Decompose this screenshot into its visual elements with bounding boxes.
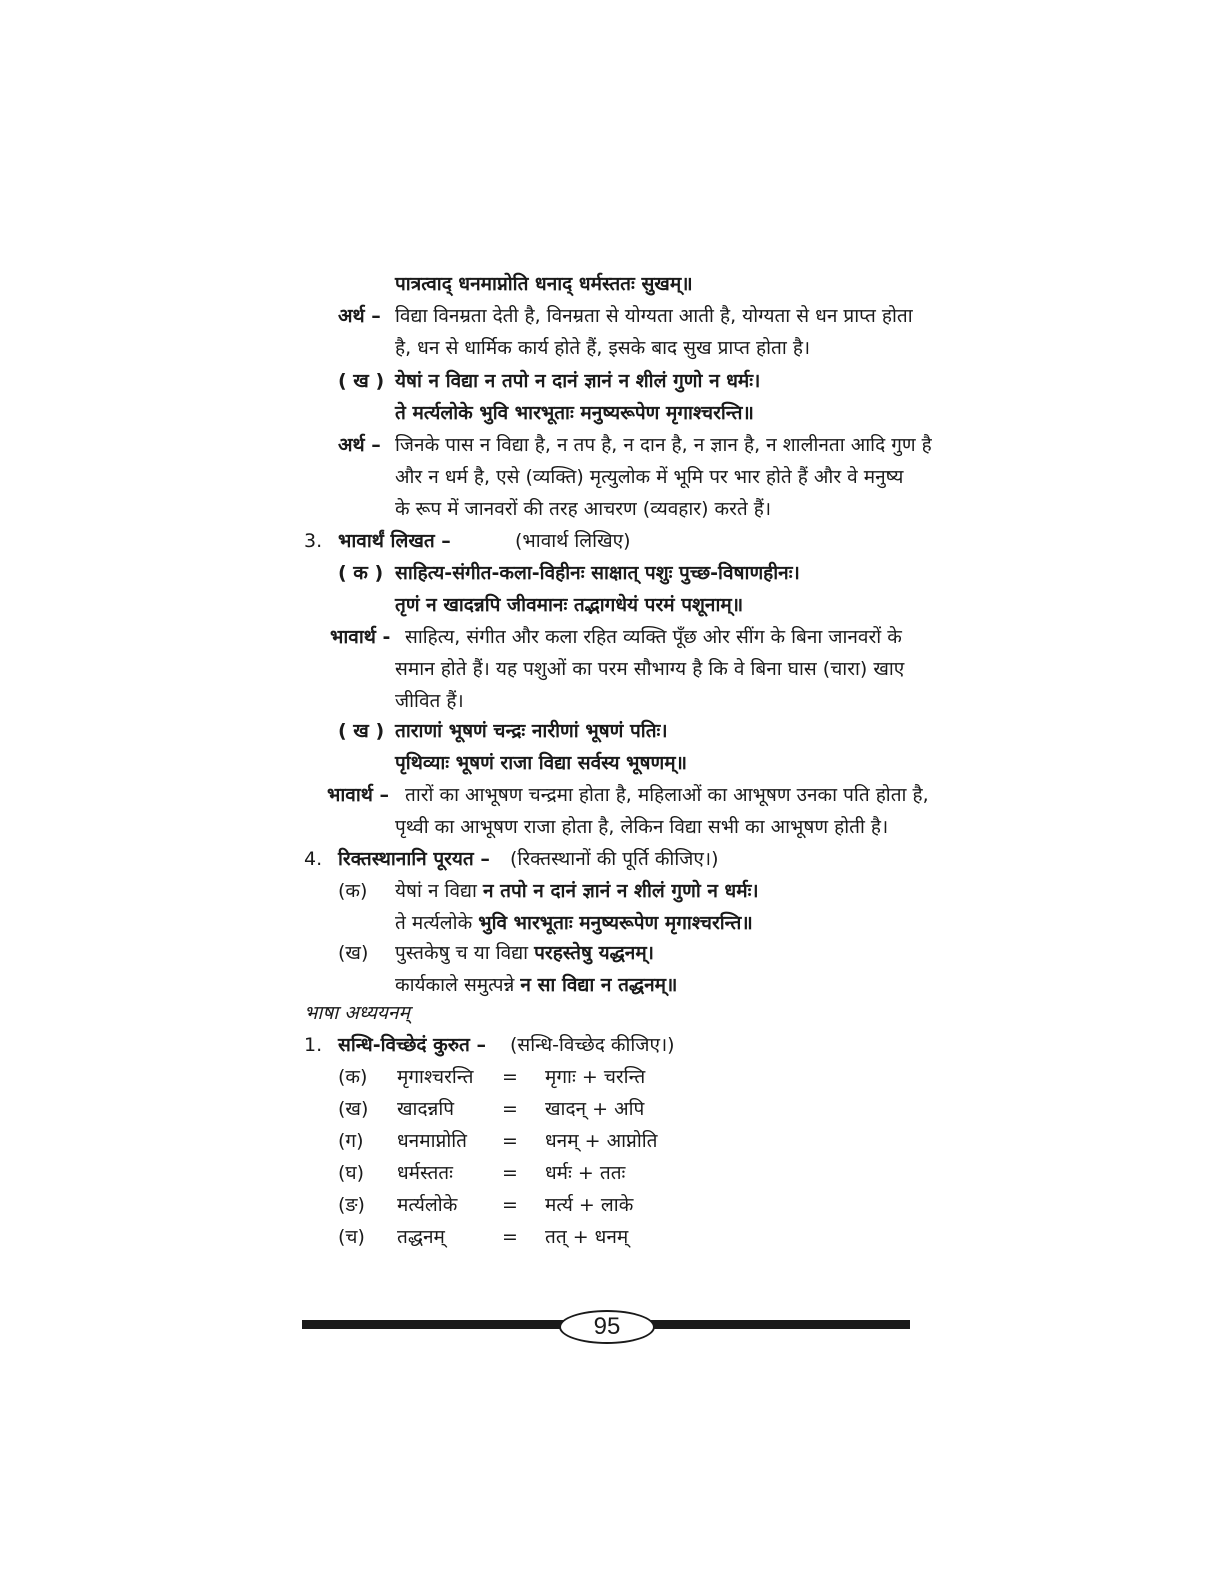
bhasha-adhyayanam-heading: भाषा अध्ययनम् (304, 1002, 410, 1024)
sandhi-row-equals: = (502, 1194, 518, 1216)
section-4-kha-label: (ख) (338, 942, 369, 964)
sandhi-number: 1. (304, 1034, 323, 1056)
artha-1-line-1: विद्या विनम्रता देती है, विनम्रता से योग्यता आती है, योग्यता से धन प्राप्त होता (395, 305, 913, 327)
verse-kha-line-2: ते मर्त्यलोके भुवि भारभूताः मनुष्यरूपेण मृगाश्चरन्ति॥ (395, 402, 754, 424)
bhavartha-1-line-1: साहित्य, संगीत और कला रहित व्यक्ति पूँछ ओर सींग के बिना जानवरों के (405, 626, 902, 648)
section-3-subheading: (भावार्थ लिखिए) (515, 530, 631, 552)
artha-2-line-2: और न धर्म है, एसे (व्यक्ति) मृत्युलोक में भूमि पर भार होते हैं और वे मनुष्य (395, 466, 904, 488)
verse-ka-line-2: पात्रत्वाद् धनमाप्नोति धनाद् धर्मस्ततः सुखम्॥ (395, 273, 693, 295)
bhavartha-1-label: भावार्थ - (330, 626, 391, 648)
bhavartha-2-label: भावार्थ – (327, 784, 390, 806)
sandhi-row-label: (क) (338, 1066, 368, 1088)
section-4-kha-line-1 (395, 937, 654, 969)
sandhi-row-equals: = (502, 1098, 518, 1120)
section-4-ka-label: (क) (338, 880, 368, 902)
artha-2-line-3: के रूप में जानवरों की तरह आचरण (व्यवहार) करते हैं। (395, 498, 772, 520)
sandhi-row-split: तत् + धनम् (545, 1226, 629, 1248)
sandhi-row-split: खादन् + अपि (545, 1098, 645, 1120)
section-3-number: 3. (304, 530, 323, 552)
sandhi-row-word: मर्त्यलोके (397, 1194, 458, 1216)
section-4-ka-line-2 (395, 907, 753, 939)
ka-line-2-given: ते मर्त्यलोके (395, 912, 473, 934)
ka-line-1-given: येषां न विद्या (395, 880, 477, 902)
sandhi-row-label: (ङ) (338, 1194, 365, 1216)
sandhi-row-equals: = (502, 1162, 518, 1184)
kha-line-2-given: कार्यकाले समुत्पन्ने (395, 974, 515, 996)
bhavartha-2-line-1: तारों का आभूषण चन्द्रमा होता है, महिलाओं का आभूषण उनका पति होता है, (405, 784, 929, 806)
bhavartha-1-line-3: जीवित हैं। (395, 690, 464, 712)
ka-line-1-answer: न तपो न दानं ज्ञानं न शीलं गुणो न धर्मः। (482, 880, 759, 902)
artha-2-line-1: जिनके पास न विद्या है, न तप है, न दान है, न ज्ञान है, न शालीनता आदि गुण है (395, 434, 932, 456)
kha-label: ( ख ) (338, 370, 385, 392)
bhavartha-1-line-2: समान होते हैं। यह पशुओं का परम सौभाग्य है कि वे बिना घास (चारा) खाए (395, 658, 905, 680)
section-3-kha-label: ( ख ) (338, 720, 385, 742)
sandhi-row-equals: = (502, 1130, 518, 1152)
section-3-ka-line-2: तृणं न खादन्नपि जीवमानः तद्भागधेयं परमं पशूनाम्॥ (395, 594, 744, 616)
artha-label-1: अर्थ – (338, 305, 381, 327)
sandhi-row-word: धर्मस्ततः (397, 1162, 453, 1184)
page-number: 95 (559, 1310, 655, 1344)
section-4-ka-line-1 (395, 875, 759, 907)
sandhi-row-split: धर्मः + ततः (545, 1162, 626, 1184)
sandhi-heading: सन्धि-विच्छेदं कुरुत – (338, 1034, 486, 1056)
section-3-heading: भावार्थं लिखत – (338, 530, 451, 552)
section-4-kha-line-2 (395, 969, 677, 1001)
section-3-ka-line-1: साहित्य-संगीत-कला-विहीनः साक्षात् पशुः पुच्छ-विषाणहीनः। (395, 562, 800, 584)
sandhi-row-word: तद्धनम् (397, 1226, 445, 1248)
sandhi-row-word: खादन्नपि (397, 1098, 455, 1120)
sandhi-row-split: धनम् + आप्नोति (545, 1130, 658, 1152)
sandhi-subheading: (सन्धि-विच्छेद कीजिए।) (510, 1034, 675, 1056)
verse-kha-line-1: येषां न विद्या न तपो न दानं ज्ञानं न शीलं गुणो न धर्मः। (395, 370, 761, 392)
sandhi-row-equals: = (502, 1226, 518, 1248)
kha-line-1-answer: परहस्तेषु यद्धनम्। (534, 942, 654, 964)
bhavartha-2-line-2: पृथ्वी का आभूषण राजा होता है, लेकिन विद्या सभी का आभूषण होती है। (395, 816, 889, 838)
sandhi-row-word: मृगाश्चरन्ति (397, 1066, 474, 1088)
artha-label-2: अर्थ – (338, 434, 381, 456)
section-3-kha-line-2: पृथिव्याः भूषणं राजा विद्या सर्वस्य भूषणम्॥ (395, 752, 688, 774)
section-3-ka-label: ( क ) (338, 562, 384, 584)
sandhi-row-split: मृगाः + चरन्ति (545, 1066, 646, 1088)
sandhi-row-word: धनमाप्नोति (397, 1130, 467, 1152)
section-4-number: 4. (304, 848, 323, 870)
artha-1-line-2: है, धन से धार्मिक कार्य होते हैं, इसके बाद सुख प्राप्त होता है। (395, 337, 811, 359)
ka-line-2-answer: भुवि भारभूताः मनुष्यरूपेण मृगाश्चरन्ति॥ (478, 912, 753, 934)
section-4-subheading: (रिक्तस्थानों की पूर्ति कीजिए।) (510, 848, 719, 870)
kha-line-2-answer: न सा विद्या न तद्धनम्॥ (520, 974, 678, 996)
sandhi-row-equals: = (502, 1066, 518, 1088)
section-3-kha-line-1: ताराणां भूषणं चन्द्रः नारीणां भूषणं पतिः। (395, 720, 668, 742)
sandhi-row-label: (ग) (338, 1130, 364, 1152)
kha-line-1-given: पुस्तकेषु च या विद्या (395, 942, 529, 964)
sandhi-row-split: मर्त्य + लाके (545, 1194, 634, 1216)
footer-rule-left (302, 1320, 564, 1329)
sandhi-row-label: (च) (338, 1226, 365, 1248)
sandhi-row-label: (घ) (338, 1162, 365, 1184)
sandhi-row-label: (ख) (338, 1098, 369, 1120)
section-4-heading: रिक्तस्थानानि पूरयत – (338, 848, 490, 870)
footer-rule-right (646, 1320, 910, 1329)
